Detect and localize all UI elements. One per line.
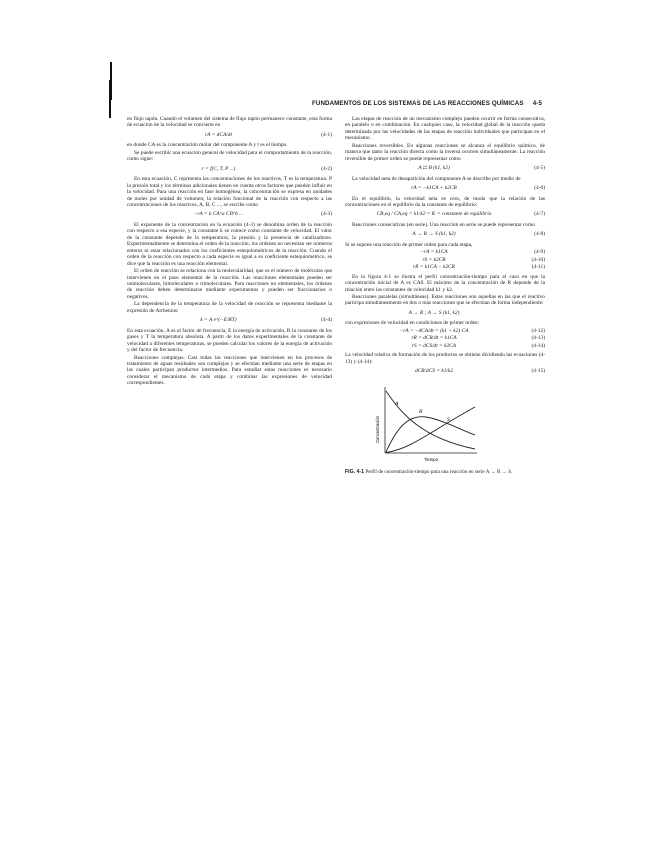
equation-expr: k = A e^(−E/RT)	[200, 317, 237, 324]
equation-4-10	[345, 257, 545, 263]
equation-4-9	[345, 249, 545, 255]
left-column	[127, 116, 332, 388]
equation-number: (4-12)	[531, 327, 545, 334]
equation-4-13	[345, 335, 545, 341]
equation-number: (4-10)	[531, 256, 545, 263]
paragraph: La velocidad neta de desaparición del componente A se describe por medio de	[352, 175, 521, 182]
curve-r	[386, 416, 475, 451]
equation-4-3	[127, 211, 332, 217]
paragraph: Se puede escribir una ecuación general de velocidad para el comportamiento de la reacción, como sigue:	[127, 149, 332, 163]
curve-a	[386, 391, 475, 449]
equation-4-1	[127, 132, 332, 138]
equation-number: (4-7)	[534, 211, 545, 218]
y-axis-label: Concentración	[375, 415, 380, 443]
concentration-time-plot	[371, 383, 481, 465]
equation-number: (4-4)	[321, 317, 332, 324]
equation-expr: rA = dCA/dt	[205, 131, 232, 138]
equation-number: (4-2)	[321, 165, 332, 172]
paragraph: Reacciones paralelas (simultáneas). Estas reacciones son aquellas en las que el reactivo participa simultáneamente en dos o más reacciones que se efectúan de forma independiente:	[345, 293, 545, 307]
equation-expr: A ⇄ B (k1, k2)	[418, 165, 450, 172]
paragraph: La velocidad relativa de formación de los productos se obtiene dividiendo las ecuaciones (4-13) y (4-14):	[345, 352, 545, 365]
equation-number: (4-1)	[321, 131, 332, 138]
equation-4-6	[345, 185, 545, 191]
equation-number: (4-14)	[531, 342, 545, 349]
equation-number: (4-15)	[531, 368, 545, 375]
equation-4-5	[345, 165, 545, 171]
paragraph: Las etapas de reacción de un mecanismo complejo pueden ocurrir en forma consecutiva, en paralelo o en combinación. En cualquier caso, la velocidad global de la reacción queda determinada por las velocidades de las etapas de reacción individuales que participan en el mecanismo.	[345, 116, 545, 142]
equation-4-12	[345, 328, 545, 334]
margin-mark-bottom	[109, 80, 111, 118]
header-title: FUNDAMENTOS DE LOS SISTEMAS DE LAS REACCIONES QUÍMICAS	[312, 100, 524, 107]
equation-expr: CB,eq / CA,eq = k1/k2 = K = constante de equilibrio	[376, 211, 492, 218]
equation-expr: rR = k1CA − k2CR	[413, 264, 455, 271]
equation-expr: −rA = k1CA	[420, 249, 448, 256]
figure-4-1	[371, 383, 545, 467]
paragraph: con expresiones de velocidad en condiciones de primer orden:	[345, 320, 480, 327]
paragraph: Reacciones complejas. Casi todas las reacciones que intervienen en los procesos de tratamiento de aguas residuales son complejas y se efectúan mediante una serie de etapas en las cuales participan productos intermedios. Para estudiar estas reacciones es necesario considerar el mecanismo de cada etapa y combinar las expresiones de velocidad correspondientes.	[127, 354, 332, 387]
equation-expr: −rA = k CA^a CB^b ...	[193, 211, 244, 218]
figure-caption-label: FIG. 4-1	[345, 468, 365, 475]
paragraph: La dependencia de la temperatura de la velocidad de reacción se representa mediante la expresión de Arrhenius:	[127, 301, 332, 314]
paragraph: En la figura 4-1 se ilustra el perfil concentración-tiempo para el caso en que la concentración inicial de A es CA0. El máximo de la concentración de R depende de la relación entre las constantes de velocidad k1 y k2.	[345, 273, 545, 293]
paragraph: en donde CA es la concentración molar del componente A y t es el tiempo.	[127, 142, 288, 149]
equation-number: (4-3)	[321, 211, 332, 218]
equation-expr: rS = k2CR	[422, 256, 446, 263]
equation-4-11	[345, 264, 545, 270]
equation-number: (4-5)	[534, 165, 545, 172]
paragraph: Si se supone una reacción de primer orden para cada etapa,	[345, 241, 473, 248]
page-number: 4-5	[532, 100, 542, 107]
equation-4-8	[345, 231, 545, 237]
equation-expr: dCR/dCS = k1/k2	[414, 368, 454, 375]
equation-4-15	[345, 368, 545, 374]
equation-expr: A → R → S (k1, k2)	[412, 231, 456, 238]
equation-number: (4-13)	[531, 335, 545, 342]
paragraph: en flujo tapón. Cuando el volumen del sistema de flujo tapón permanece constante, esta forma de ecuación de la velocidad se convierte en	[127, 116, 332, 129]
equation-expr: rR = dCR/dt = k1CA	[411, 335, 457, 342]
paragraph: En esta ecuación, A es el factor de frecuencia, E la energía de activación, R la constante de los gases y T la temperatura absoluta. A partir de los datos experimentales de la constante de velocidad a diferentes temperaturas, se pueden calcular los valores de la energía de activación y del factor de frecuencia.	[127, 327, 332, 354]
curve-label-r: R	[419, 408, 423, 415]
equation-4-7	[345, 211, 545, 217]
curve-label-a: A	[395, 400, 399, 407]
paragraph: Reacciones consecutivas (en serie). Una reacción en serie se puede representar como	[352, 221, 535, 228]
equation-4-4	[127, 317, 332, 323]
equation-expr: −rA = −dCA/dt = (k1 + k2) CA	[399, 327, 469, 334]
figure-caption	[345, 469, 545, 475]
paragraph: En esta ecuación, C representa las concentraciones de los reactivos, T es la temperatura. P la presión total y los términos adicionales tienen en cuenta otros factores que pueden influir en la velocidad. Para una reacción en fase homogénea, la concentración se expresa en unidades de moles por unidad de volumen; la relación funcional de la reacción con respecto a las concentraciones de los reactivos, A, B, C ..., se escribe como	[127, 176, 332, 208]
equation-number: (4-8)	[534, 231, 545, 238]
curve-label-s: S	[447, 416, 450, 423]
figure-caption-text: Perfil de concentración-tiempo para una reacción en serie A → R → S.	[365, 468, 513, 475]
equation-expr: rA = −k1CA + k2CB	[411, 185, 457, 192]
equation-number: (4-11)	[531, 264, 545, 271]
equation-expr: rS = dCS/dt = k2CA	[411, 342, 457, 349]
equation-number: (4-9)	[534, 249, 545, 256]
paragraph: El orden de reacción se relaciona con la molecularidad, que es el número de moléculas que intervienen en el paso elemental de la reacción. Las reacciones elementales pueden ser unimoleculares, bimoleculares o trimoleculares. Para reacciones no elementales, los órdenes de reacción deben determinarse mediante experimentos y pueden ser fraccionarios o negativos.	[127, 268, 332, 300]
paragraph: El exponente de la concentración en la ecuación (4-3) se denomina orden de la reacción con respecto a esa especie, y la constante k se conoce como constante de velocidad. El valor de la constante depende de la temperatura, la presión y la presencia de catalizadores. Experimentalmente se determina el orden de la reacción; los órdenes no necesitan ser números enteros ni estar relacionados con los coeficientes estequiométricos de la reacción. Cuando el orden de la reacción con respecto a cada especie es igual a su coeficiente estequiométrico, se dice que la reacción es una reacción elemental.	[127, 221, 332, 267]
equation-expr: r = f(C, T, P ...)	[201, 165, 236, 172]
paragraph: Reacciones reversibles. En algunas reacciones se alcanza el equilibrio químico, de manera que tanto la reacción directa como la inversa ocurren simultáneamente. La reacción reversible de primer orden se puede representar como	[345, 142, 545, 162]
x-axis-label: Tiempo	[424, 456, 438, 462]
running-header	[312, 100, 542, 107]
equation-parallel	[345, 310, 545, 316]
equation-number: (4-6)	[534, 185, 545, 192]
equation-expr: A → R ; A → S (k1, k2)	[408, 309, 460, 316]
equation-4-14	[345, 343, 545, 349]
equation-4-2	[127, 166, 332, 172]
paragraph: En el equilibrio, la velocidad neta es cero, de modo que la relación de las concentraciones en el equilibrio da la constante de equilibrio:	[345, 195, 545, 208]
right-column	[345, 116, 545, 475]
